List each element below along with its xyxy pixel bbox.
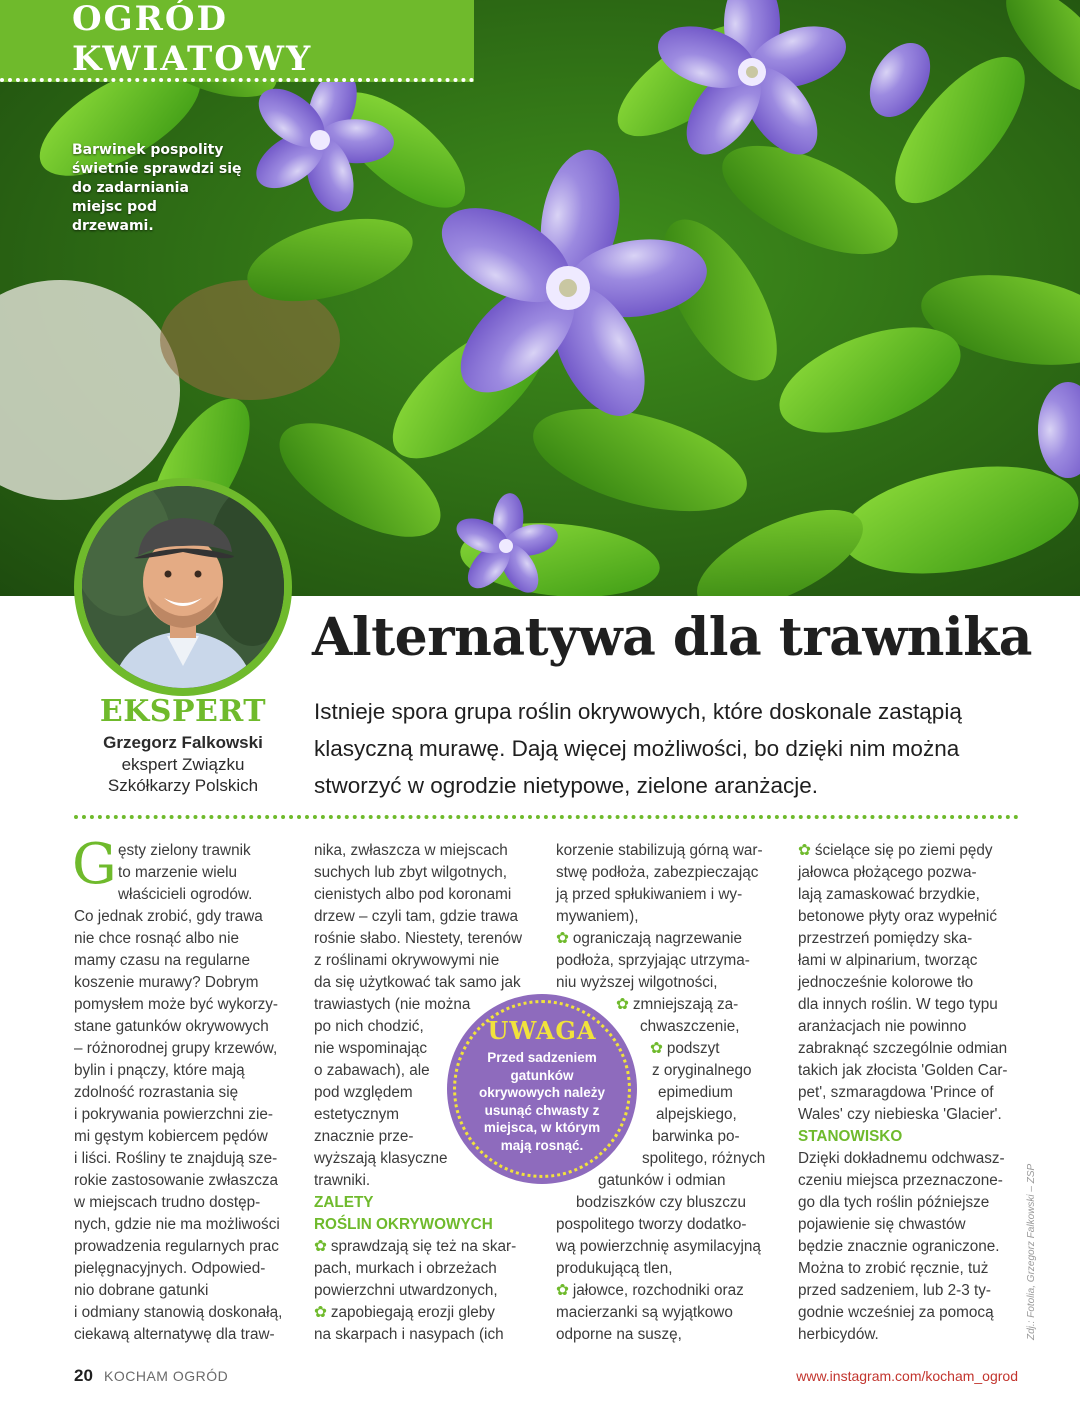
body-line: rośnie słabo. Niestety, terenów [314, 930, 523, 947]
body-line: Co jednak zrobić, gdy trawa [74, 908, 263, 925]
body-line: – różnorodnej grupy krzewów, [74, 1040, 278, 1057]
body-line: cienistych albo pod koronami [314, 886, 512, 903]
body-line: i odmiany stanowią doskonałą, [74, 1304, 283, 1321]
body-line: jednocześnie kolorowe tło [798, 974, 974, 991]
body-line: nika, zwłaszcza w miejscach [314, 842, 508, 859]
body-line: estetycznym [314, 1106, 400, 1123]
body-line: betonowe płyty oraz wypełnić [798, 908, 997, 925]
body-line [314, 1302, 534, 1324]
body-line: godnie wcześniej za pomocą [798, 1304, 994, 1321]
body-line: alpejskiego, [656, 1106, 737, 1123]
body-line: bylin i pnączy, które mają [74, 1062, 245, 1079]
body-line: zdolność rozrastania się [74, 1084, 239, 1101]
section-tag [0, 0, 474, 82]
article-lead: Istnieje spora grupa roślin okrywowych, które doskonale zastąpią klasyczną murawę. Dają więcej możliwości, bo dzięki nim można stworzyć w ogrodzie nietypowe, zielone aranżacje. [314, 699, 962, 798]
body-line: mi gęstym kobiercem pędów [74, 1128, 268, 1145]
body-line: pach, murkach i obrzeżach [314, 1260, 497, 1277]
body-line: nie chce rosnąć albo nie [74, 930, 239, 947]
body-line: o zabawach), ale [314, 1062, 430, 1079]
expert-role [74, 754, 292, 796]
body-line: stwę podłoża, zabezpieczając [556, 864, 759, 881]
body-line: trawniki. [314, 1172, 371, 1189]
flower-bullet-icon: ✿ [556, 930, 569, 947]
body-line: dla innych roślin. W tego typu [798, 996, 998, 1013]
body-line [798, 840, 1028, 862]
body-line: podłoża, sprzyjając utrzyma- [556, 952, 750, 969]
body-line: będzie znacznie ograniczone. [798, 1238, 1000, 1255]
flower-bullet-icon: ✿ [616, 996, 629, 1013]
body-line: łami w alpinarium, tworząc [798, 952, 978, 969]
body-line: niu wyższej wilgotności, [556, 974, 718, 991]
body-line: czeniu miejsca przeznaczone- [798, 1172, 1003, 1189]
body-line: powierzchni utwardzonych, [314, 1282, 498, 1299]
body-line: korzenie stabilizują górną war- [556, 842, 763, 859]
photo-credit: Zdj.: Fotolia, Grzegorz Falkowski – ZSP [1026, 1163, 1037, 1340]
body-line: pojawienie się chwastów [798, 1216, 966, 1233]
body-line: Wales' czy niebieska 'Glacier'. [798, 1106, 1002, 1123]
body-line: Można to zrobić ręcznie, tuż [798, 1260, 989, 1277]
body-line: ciekawą alternatywę dla traw- [74, 1326, 275, 1343]
body-line: to marzenie wielu [118, 864, 238, 881]
body-line: jałowca płożącego pozwa- [798, 864, 977, 881]
body-line-text: podszyt [666, 1040, 720, 1057]
body-line: zabraknąć szczególnie odmian [798, 1040, 1008, 1057]
body-line: z roślinami okrywowymi nie [314, 952, 500, 969]
page-number: 20 [74, 1366, 93, 1385]
body-line: nych, gdzie nie ma możliwości [74, 1216, 280, 1233]
photo-caption: Barwinek pospolity świetnie sprawdzi się do zadarniania miejsc pod drzewami. [72, 142, 242, 234]
section-subhead: STANOWISKO [798, 1128, 903, 1145]
drop-cap: G [72, 832, 117, 897]
body-line: go dla tych roślin późniejsze [798, 1194, 990, 1211]
body-line: koszenie murawy? Dobrym [74, 974, 259, 991]
body-line: pielęgnacyjnych. Odpowied- [74, 1260, 266, 1277]
body-line: rokie zastosowanie zwłaszcza [74, 1172, 279, 1189]
badge-text: Przed sadzeniem gatunków okrywowych należy usunąć chwasty z miejsca, w którym mają rosnąć. [478, 1050, 606, 1153]
body-line: epimedium [658, 1084, 733, 1101]
body-line [556, 928, 776, 950]
body-line-text: sprawdzają się też na skar- [330, 1238, 517, 1255]
article-title: Alternatywa dla trawnika [312, 607, 1032, 668]
body-line: Dzięki dokładnemu odchwasz- [798, 1150, 1005, 1167]
body-column-4 [798, 840, 1028, 1346]
body-line: trawiastych (nie można [314, 996, 471, 1013]
expert-name: Grzegorz Falkowski [103, 733, 263, 752]
body-line: właścicieli ogrodów. [118, 886, 253, 903]
body-line: wyższają klasyczne [314, 1150, 448, 1167]
section-tag-text: OGRÓD KWIATOWY [72, 0, 313, 79]
body-line: odporne na suszę, [556, 1326, 682, 1343]
section-subhead: ROŚLIN OKRYWOWYCH [314, 1216, 493, 1233]
body-line: i liści. Rośliny te znajdują sze- [74, 1150, 278, 1167]
expert-label: EKSPERT [99, 694, 267, 729]
body-line: wą powierzchnię asymilacyjną [556, 1238, 761, 1255]
body-line-text: ścielące się po ziemi pędy [814, 842, 993, 859]
body-line [314, 1236, 534, 1258]
body-line-text: zapobiegają erozji gleby [330, 1304, 495, 1321]
body-line: herbicydów. [798, 1326, 879, 1343]
magazine-name: KOCHAM OGRÓD [104, 1368, 229, 1384]
body-line: pomysłem może być wykorzy- [74, 996, 278, 1013]
body-line: stane gatunków okrywowych [74, 1018, 269, 1035]
body-line: bodziszków czy bluszczu [576, 1194, 747, 1211]
expert-portrait-image [82, 486, 284, 688]
badge-title: UWAGA [487, 1016, 597, 1045]
body-line [556, 1280, 776, 1302]
flower-bullet-icon: ✿ [650, 1040, 663, 1057]
body-line: takich jak złocista 'Golden Car- [798, 1062, 1008, 1079]
body-line: produkującą tlen, [556, 1260, 673, 1277]
body-line: ją przed spłukiwaniem i wy- [556, 886, 743, 903]
flower-bullet-icon: ✿ [314, 1238, 327, 1255]
expert-role-line: ekspert Związku [121, 755, 245, 774]
body-line: przestrzeń pomiędzy ska- [798, 930, 973, 947]
body-line: nio dobrane gatunki [74, 1282, 209, 1299]
body-line: pod względem [314, 1084, 413, 1101]
flower-bullet-icon: ✿ [798, 842, 811, 859]
body-line: barwinka po- [652, 1128, 740, 1145]
body-line-text: jałowce, rozchodniki oraz [572, 1282, 744, 1299]
expert-avatar [74, 478, 292, 696]
body-line: prowadzenia regularnych prac [74, 1238, 279, 1255]
body-line: aranżacjach nie powinno [798, 1018, 967, 1035]
body-line: chwaszczenie, [640, 1018, 740, 1035]
dotted-divider [74, 815, 1019, 819]
body-line: spolitego, różnych [642, 1150, 766, 1167]
body-line: drzew – czyli tam, gdzie trawa [314, 908, 519, 925]
body-line: mamy czasu na regularne [74, 952, 250, 969]
flower-bullet-icon: ✿ [314, 1304, 327, 1321]
body-line: na skarpach i nasypach (ich [314, 1326, 504, 1343]
body-line: pet', szmaragdowa 'Prince of [798, 1084, 994, 1101]
body-line: przed sadzeniem, lub 2-3 ty- [798, 1282, 992, 1299]
body-line: suchych lub zbyt wilgotnych, [314, 864, 508, 881]
body-line: w miejscach trudno dostęp- [74, 1194, 261, 1211]
instagram-link[interactable]: www.instagram.com/kocham_ogrod [796, 1368, 1018, 1384]
flower-bullet-icon: ✿ [556, 1282, 569, 1299]
body-line: lają zamaskować brzydkie, [798, 886, 980, 903]
body-line-text: zmniejszają za- [632, 996, 739, 1013]
body-line: pospolitego tworzy dodatko- [556, 1216, 747, 1233]
body-line: nie wspominając [314, 1040, 428, 1057]
body-line: mywaniem), [556, 908, 639, 925]
section-subhead: ZALETY [314, 1194, 374, 1211]
body-line: gatunków i odmian [598, 1172, 726, 1189]
body-line: macierzanki są wyjątkowo [556, 1304, 733, 1321]
body-line: po nich chodzić, [314, 1018, 424, 1035]
expert-role-line: Szkółkarzy Polskich [107, 776, 259, 795]
body-line: i pokrywania powierzchni zie- [74, 1106, 273, 1123]
body-column-1 [74, 840, 294, 1346]
uwaga-badge [447, 994, 637, 1184]
body-line: da się użytkować tak samo jak [314, 974, 521, 991]
body-line-text: ograniczają nagrzewanie [572, 930, 743, 947]
body-line: ęsty zielony trawnik [118, 842, 251, 859]
body-line: znacznie prze- [314, 1128, 414, 1145]
body-line: z oryginalnego [652, 1062, 752, 1079]
